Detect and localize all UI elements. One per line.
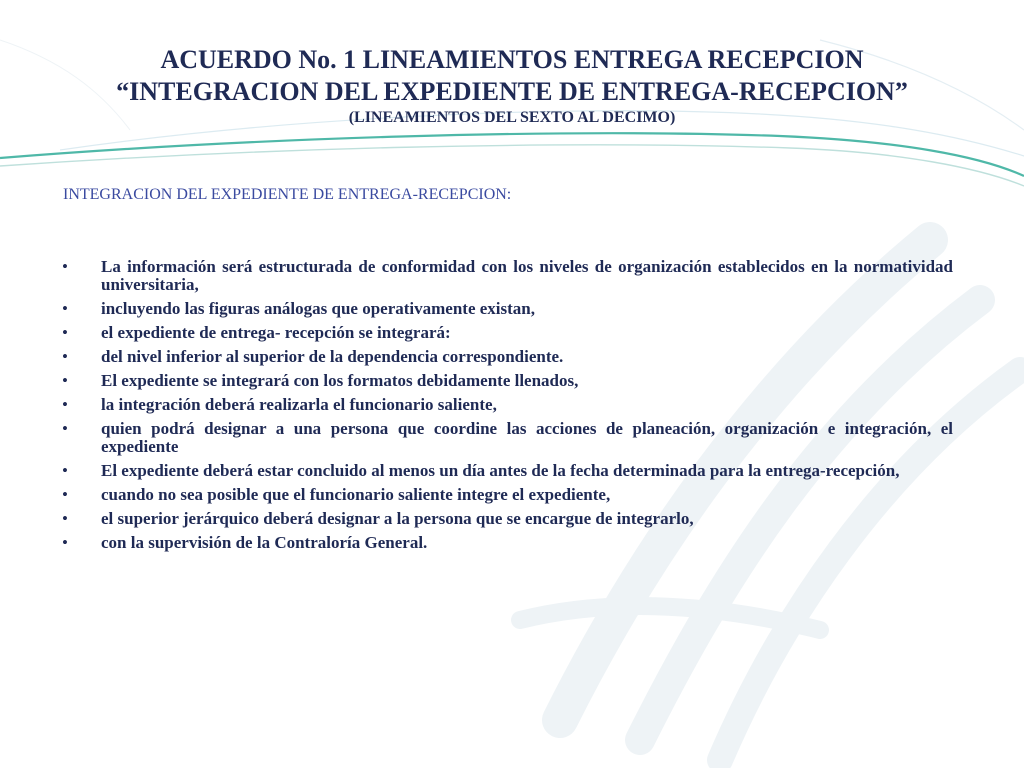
list-item-text: La información será estructurada de conformidad con los niveles de organización establecidos en la normatividad universitaria, [101, 257, 953, 294]
list-item [62, 420, 953, 456]
bullet-icon: • [62, 371, 68, 390]
list-item [62, 258, 953, 294]
bullet-icon: • [62, 533, 68, 552]
bullet-icon: • [62, 485, 68, 504]
slide-header [0, 44, 1024, 128]
bullet-icon: • [62, 461, 68, 480]
subtitle: (LINEAMIENTOS DEL SEXTO AL DECIMO) [348, 109, 676, 126]
list-item [62, 348, 953, 366]
bullet-icon: • [62, 419, 68, 438]
list-item-text: quien podrá designar a una persona que coordine las acciones de planeación, organización e integración, el expediente [101, 419, 953, 456]
list-item-text: incluyendo las figuras análogas que operativamente existan, [101, 299, 535, 318]
list-item-text: la integración deberá realizarla el funcionario saliente, [101, 395, 497, 414]
title-line-1: ACUERDO No. 1 LINEAMIENTOS ENTREGA RECEPCION [160, 45, 864, 74]
list-item [62, 462, 953, 480]
bullet-icon: • [62, 509, 68, 528]
list-item-text: el superior jerárquico deberá designar a la persona que se encargue de integrarlo, [101, 509, 694, 528]
bullet-icon: • [62, 395, 68, 414]
list-item [62, 534, 953, 552]
list-item [62, 396, 953, 414]
list-item [62, 372, 953, 390]
list-item-text: El expediente deberá estar concluido al menos un día antes de la fecha determinada para la entrega-recepción, [101, 461, 900, 480]
list-item-text: con la supervisión de la Contraloría General. [101, 533, 428, 552]
section-heading: INTEGRACION DEL EXPEDIENTE DE ENTREGA-RECEPCION: [63, 186, 512, 203]
bullet-icon: • [62, 323, 68, 342]
list-item-text: cuando no sea posible que el funcionario saliente integre el expediente, [101, 485, 611, 504]
list-item [62, 486, 953, 504]
list-item-text: El expediente se integrará con los formatos debidamente llenados, [101, 371, 579, 390]
list-item [62, 300, 953, 318]
list-item-text: del nivel inferior al superior de la dependencia correspondiente. [101, 347, 564, 366]
list-item-text: el expediente de entrega- recepción se integrará: [101, 323, 451, 342]
title-line-2: “INTEGRACION DEL EXPEDIENTE DE ENTREGA-RECEPCION” [116, 77, 908, 106]
bullet-icon: • [62, 257, 68, 276]
list-item [62, 324, 953, 342]
list-item [62, 510, 953, 528]
bullet-list [62, 258, 953, 558]
bullet-icon: • [62, 299, 68, 318]
bullet-icon: • [62, 347, 68, 366]
